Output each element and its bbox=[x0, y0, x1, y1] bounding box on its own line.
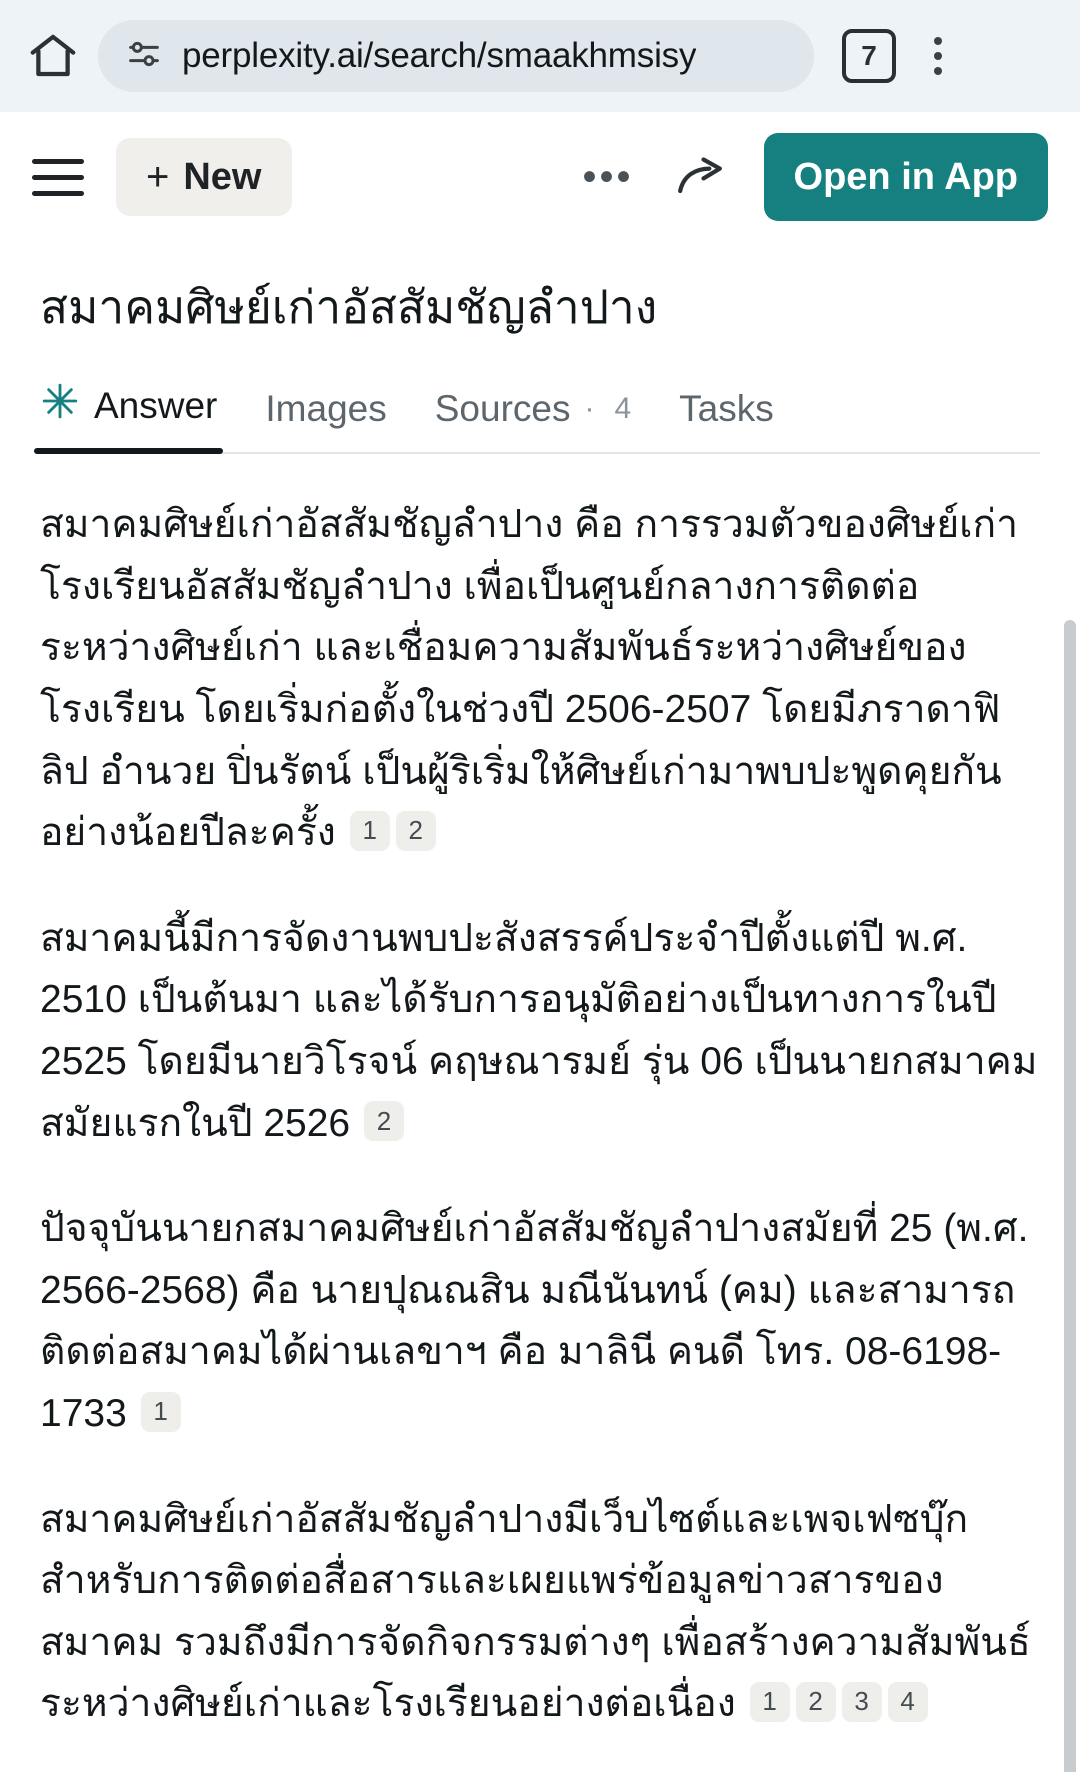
perplexity-icon bbox=[40, 381, 80, 430]
open-in-app-label: Open in App bbox=[793, 155, 1018, 198]
address-bar-url: perplexity.ai/search/smaakhmsisy bbox=[182, 36, 697, 75]
tab-sources[interactable] bbox=[435, 388, 631, 452]
citation-chip[interactable]: 2 bbox=[364, 1101, 404, 1141]
tab-count-label: 7 bbox=[861, 40, 877, 71]
citation-chip[interactable]: 1 bbox=[141, 1392, 181, 1432]
tab-sources-count: 4 bbox=[614, 392, 632, 426]
address-bar[interactable] bbox=[98, 20, 814, 92]
page-scrollbar[interactable] bbox=[1064, 620, 1076, 1772]
citation-chip[interactable]: 2 bbox=[796, 1682, 836, 1722]
tab-sources-label: Sources bbox=[434, 388, 571, 430]
citation-chip[interactable]: 2 bbox=[396, 811, 436, 851]
answer-paragraph-3-text: ปัจจุบันนายกสมาคมศิษย์เก่าอัสสัมชัญลำปางสมัยที่ 25 (พ.ศ. 2566-2568) คือ นายปุณณสิน มณีนันทน์ (คม) และสามารถติดต่อสมาคมได้ผ่านเลขาฯ คือ มาลินี คนดี โทร. 08-6198-1733 bbox=[40, 1207, 1029, 1436]
answer-paragraph-1 bbox=[40, 494, 1040, 864]
tab-counter-button[interactable] bbox=[842, 29, 896, 83]
tune-icon bbox=[124, 34, 164, 79]
result-tabs bbox=[40, 356, 1040, 454]
answer-paragraph-4 bbox=[40, 1489, 1040, 1735]
tab-images-label: Images bbox=[265, 388, 387, 430]
tab-tasks-label: Tasks bbox=[679, 388, 774, 430]
hamburger-icon[interactable] bbox=[32, 146, 94, 208]
new-thread-button[interactable] bbox=[116, 138, 292, 216]
answer-paragraph-3 bbox=[40, 1198, 1040, 1444]
kebab-menu-icon[interactable] bbox=[910, 25, 966, 87]
open-in-app-button[interactable] bbox=[764, 133, 1048, 221]
answer-paragraph-2 bbox=[40, 908, 1040, 1154]
main-content bbox=[0, 276, 1080, 1735]
citation-chip[interactable]: 4 bbox=[888, 1682, 928, 1722]
app-header bbox=[0, 112, 1080, 242]
plus-icon: + bbox=[146, 155, 170, 199]
citation-chip[interactable]: 3 bbox=[842, 1682, 882, 1722]
tab-answer-label: Answer bbox=[94, 384, 218, 426]
page-title: สมาคมศิษย์เก่าอัสสัมชัญลำปาง bbox=[40, 281, 658, 333]
share-icon[interactable] bbox=[668, 145, 732, 209]
tab-tasks[interactable] bbox=[679, 388, 774, 452]
answer-paragraph-1-text: สมาคมศิษย์เก่าอัสสัมชัญลำปาง คือ การรวมตัวของศิษย์เก่าโรงเรียนอัสสัมชัญลำปาง เพื่อเป็นศูนย์กลางการติดต่อระหว่างศิษย์เก่า และเชื่อมความสัมพันธ์ระหว่างศิษย์ของโรงเรียน โดยเริ่มก่อตั้งในช่วงปี 2506-2507 โดยมีภราดาฟิลิป อำนวย ปิ่นรัตน์ เป็นผู้ริเริ่มให้ศิษย์เก่ามาพบปะพูดคุยกันอย่างน้อยปีละครั้ง bbox=[40, 503, 1019, 855]
tab-sources-separator: · bbox=[584, 392, 595, 426]
citation-chip[interactable]: 1 bbox=[350, 811, 390, 851]
answer-paragraph-2-text: สมาคมนี้มีการจัดงานพบปะสังสรรค์ประจำปีตั้งแต่ปี พ.ศ. 2510 เป็นต้นมา และได้รับการอนุมัติอย่างเป็นทางการในปี 2525 โดยมีนายวิโรจน์ คฤษณารมย์ รุ่น 06 เป็นนายกสมาคมสมัยแรกในปี 2526 bbox=[40, 916, 1038, 1145]
answer-paragraph-4-text: สมาคมศิษย์เก่าอัสสัมชัญลำปางมีเว็บไซต์และเพจเฟซบุ๊กสำหรับการติดต่อสื่อสารและเผยแพร่ข้อมูลข่าวสารของสมาคม รวมถึงมีการจัดกิจกรรมต่างๆ เพื่อสร้างความสัมพันธ์ระหว่างศิษย์เก่าและโรงเรียนอย่างต่อเนื่อง bbox=[40, 1497, 1031, 1726]
tab-images[interactable] bbox=[265, 388, 386, 452]
answer-body bbox=[40, 454, 1040, 1735]
tab-answer[interactable] bbox=[40, 381, 217, 452]
home-icon[interactable] bbox=[22, 25, 84, 87]
more-options-icon[interactable]: ••• bbox=[582, 154, 634, 199]
browser-toolbar bbox=[0, 0, 1080, 112]
citation-chip[interactable]: 1 bbox=[750, 1682, 790, 1722]
new-thread-label: New bbox=[183, 155, 262, 198]
